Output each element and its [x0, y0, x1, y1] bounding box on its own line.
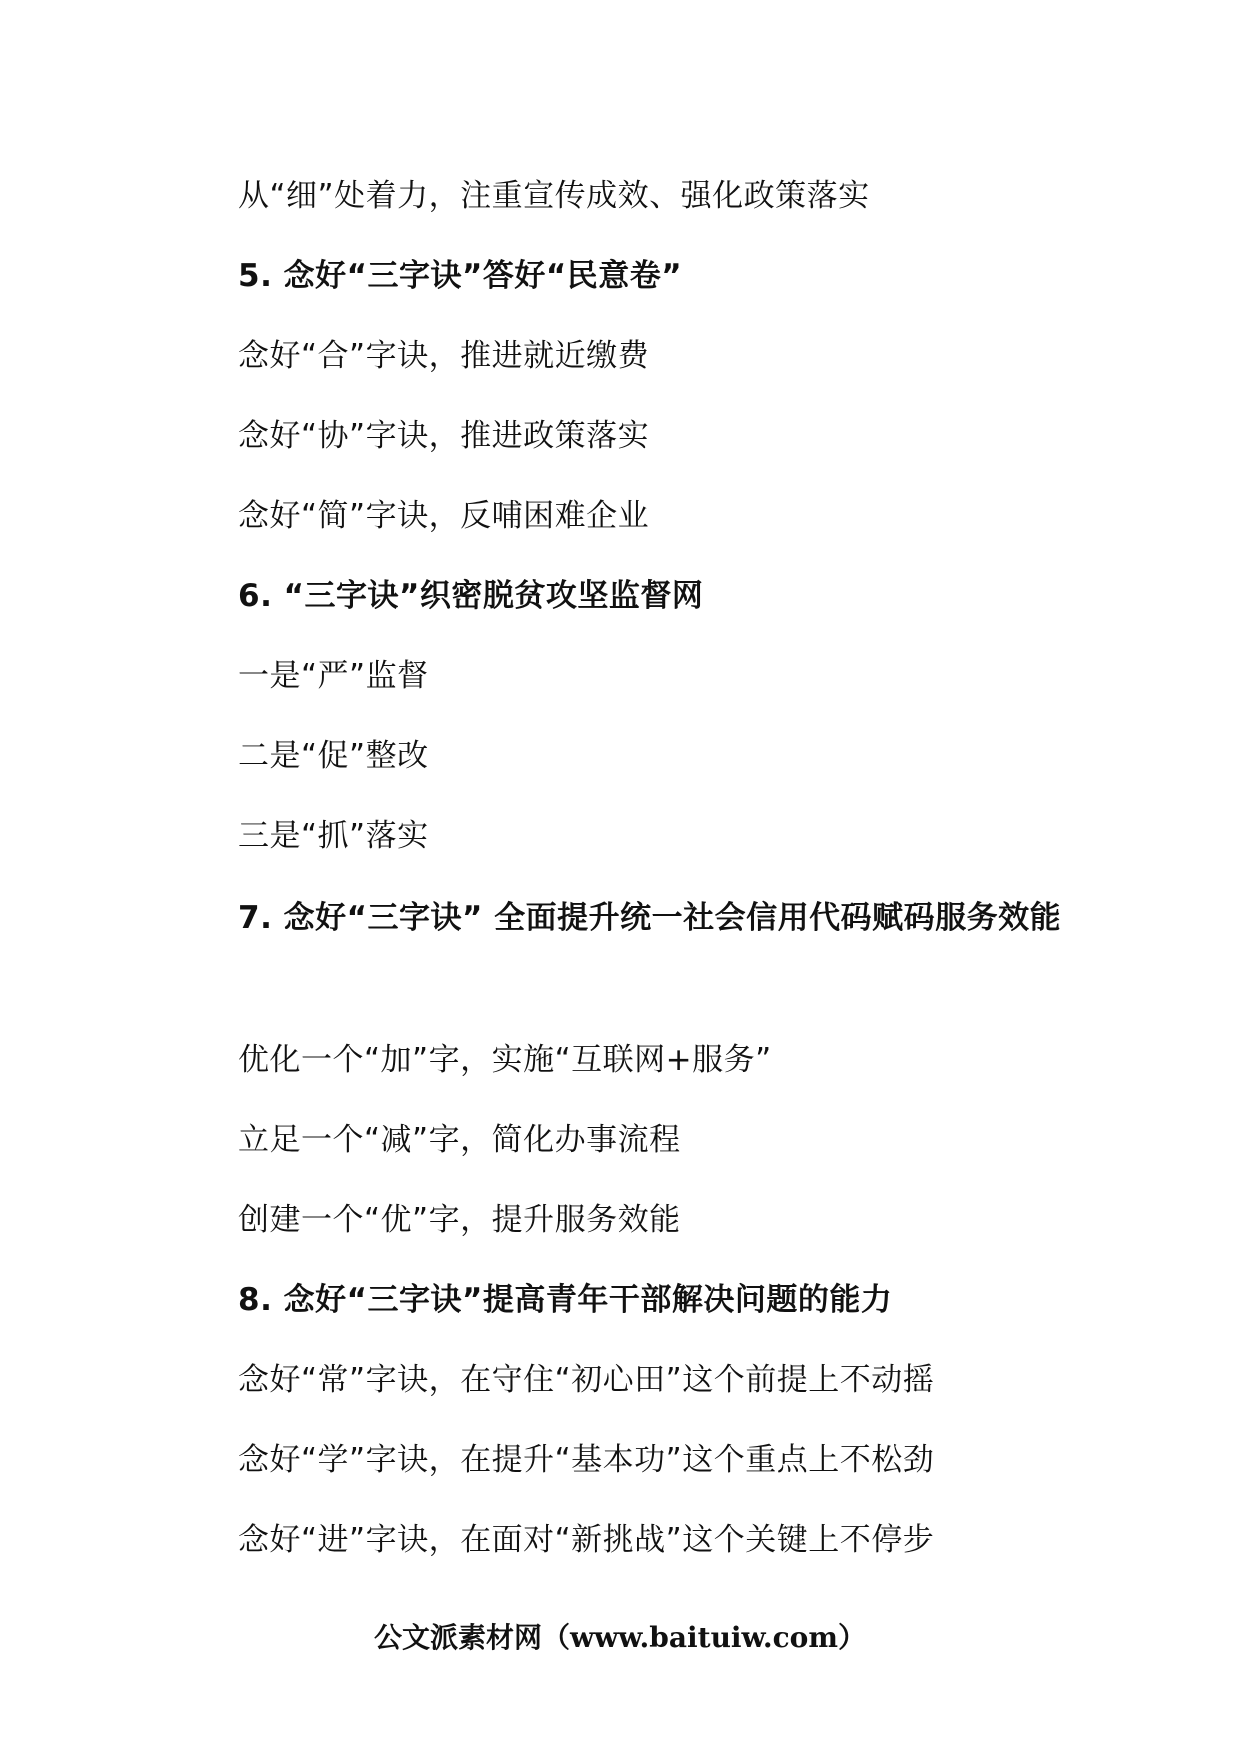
body-line: 三是“抓”落实 [238, 818, 429, 854]
body-line: 念好“进”字诀，在面对“新挑战”这个关键上不停步 [238, 1522, 935, 1558]
body-line: 立足一个“减”字，简化办事流程 [238, 1122, 681, 1158]
body-line: 念好“简”字诀，反哺困难企业 [238, 498, 650, 534]
body-line: 从“细”处着力，注重宣传成效、强化政策落实 [238, 178, 870, 214]
body-line: 创建一个“优”字，提升服务效能 [238, 1202, 681, 1238]
page-footer: 公文派素材网（www.baituiw.com） [374, 1621, 866, 1654]
body-line: 优化一个“加”字，实施“互联网+服务” [238, 1042, 772, 1078]
body-line: 念好“学”字诀，在提升“基本功”这个重点上不松劲 [238, 1442, 935, 1478]
section-heading: 6. “三字诀”织密脱贫攻坚监督网 [238, 578, 704, 614]
body-line: 念好“合”字诀，推进就近缴费 [238, 338, 650, 374]
section-heading: 7. 念好“三字诀” 全面提升统一社会信用代码赋码服务效能 [238, 900, 1062, 936]
body-line: 念好“常”字诀，在守住“初心田”这个前提上不动摇 [238, 1362, 935, 1398]
section-heading: 5. 念好“三字诀”答好“民意卷” [238, 258, 683, 294]
section-heading: 8. 念好“三字诀”提高青年干部解决问题的能力 [238, 1282, 893, 1318]
body-line: 一是“严”监督 [238, 658, 429, 694]
body-line: 二是“促”整改 [238, 738, 429, 774]
body-line: 念好“协”字诀，推进政策落实 [238, 418, 650, 454]
